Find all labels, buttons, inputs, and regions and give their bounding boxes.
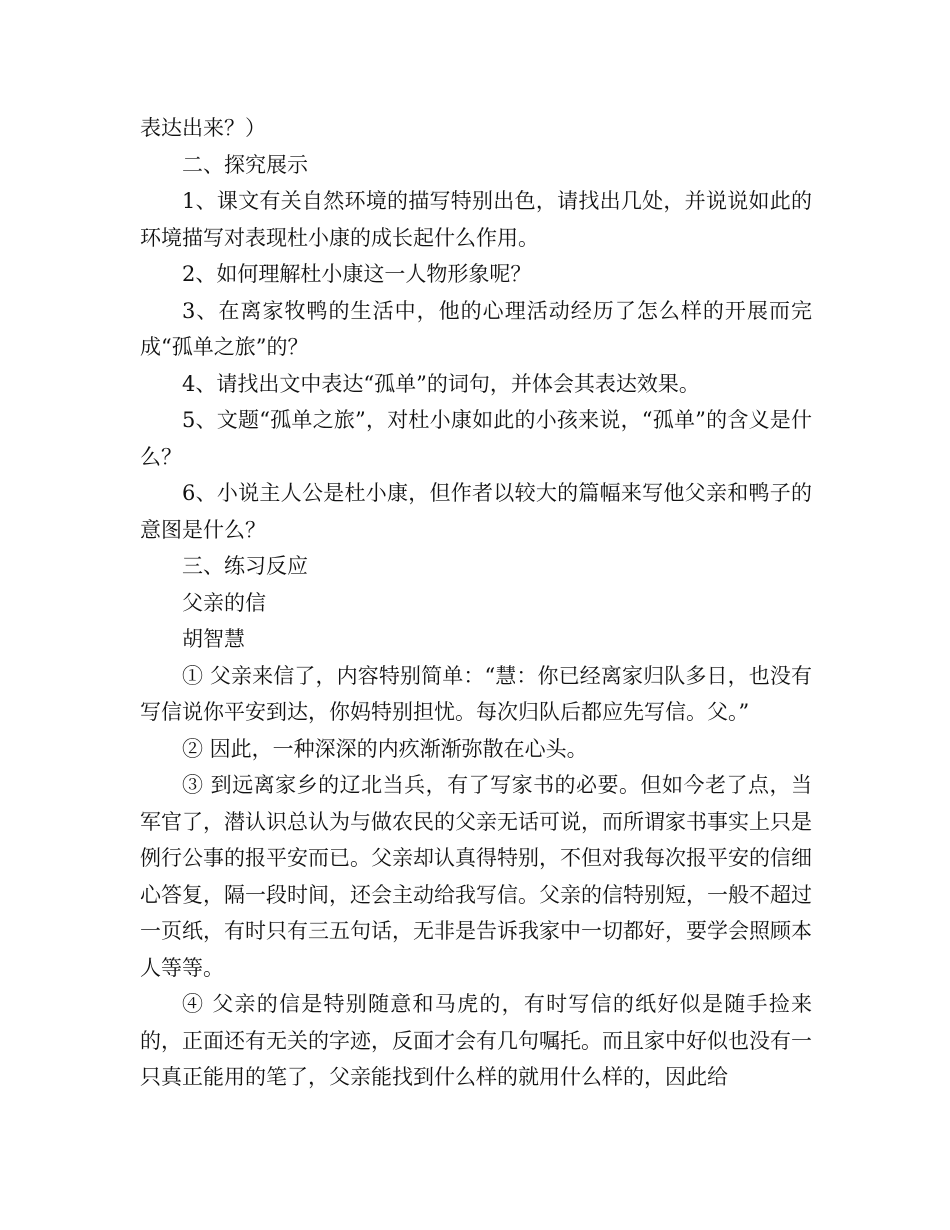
question-5: 5、文题“孤单之旅”，对杜小康如此的小孩来说，“孤单”的含义是什么？ <box>140 408 812 469</box>
article-paragraph-2: ② 因此，一种深深的内疚渐渐弥散在心头。 <box>182 736 588 761</box>
article-title: 父亲的信 <box>182 590 266 615</box>
question-1: 1、课文有关自然环境的描写特别出色，请找出几处，并说说如此的环境描写对表现杜小康的成长起什么作用。 <box>140 189 812 250</box>
paragraph-continuation: 表达出来？） <box>140 116 266 140</box>
article-author: 胡智慧 <box>182 627 245 651</box>
article-paragraph-1: ① 父亲来信了，内容特别简单：“慧：你已经离家归队多日，也没有写信说你平安到达，你妈特别担忧。每次归队后都应先写信。父。” <box>140 663 812 724</box>
question-3: 3、在离家牧鸭的生活中，他的心理活动经历了怎么样的开展而完成“孤单之旅”的？ <box>140 298 812 359</box>
document-page <box>140 110 812 1096</box>
section-heading-explore: 二、探究展示 <box>182 152 308 177</box>
question-4: 4、请找出文中表达“孤单”的词句，并体会其表达效果。 <box>182 371 700 396</box>
article-paragraph-4: ④ 父亲的信是特别随意和马虎的，有时写信的纸好似是随手捡来的，正面还有无关的字迹，反面才会有几句嘱托。而且家中好似也没有一只真正能用的笔了，父亲能找到什么样的就用什么样的，因此给 <box>140 992 812 1089</box>
question-6: 6、小说主人公是杜小康，但作者以较大的篇幅来写他父亲和鸭子的意图是什么？ <box>140 481 812 542</box>
section-heading-practice: 三、练习反应 <box>182 554 308 578</box>
question-2: 2、如何理解杜小康这一人物形象呢？ <box>182 262 532 286</box>
article-paragraph-3: ③ 到远离家乡的辽北当兵，有了写家书的必要。但如今老了点，当军官了，潜认识总认为与做农民的父亲无话可说，而所谓家书事实上只是例行公事的报平安而已。父亲却认真得特别，不但对我每次报平安的信细心答复，隔一段时间，还会主动给我写信。父亲的信特别短，一般不超过一页纸，有时只有三五句话，无非是告诉我家中一切都好，要学会照顾本人等等。 <box>140 773 812 980</box>
